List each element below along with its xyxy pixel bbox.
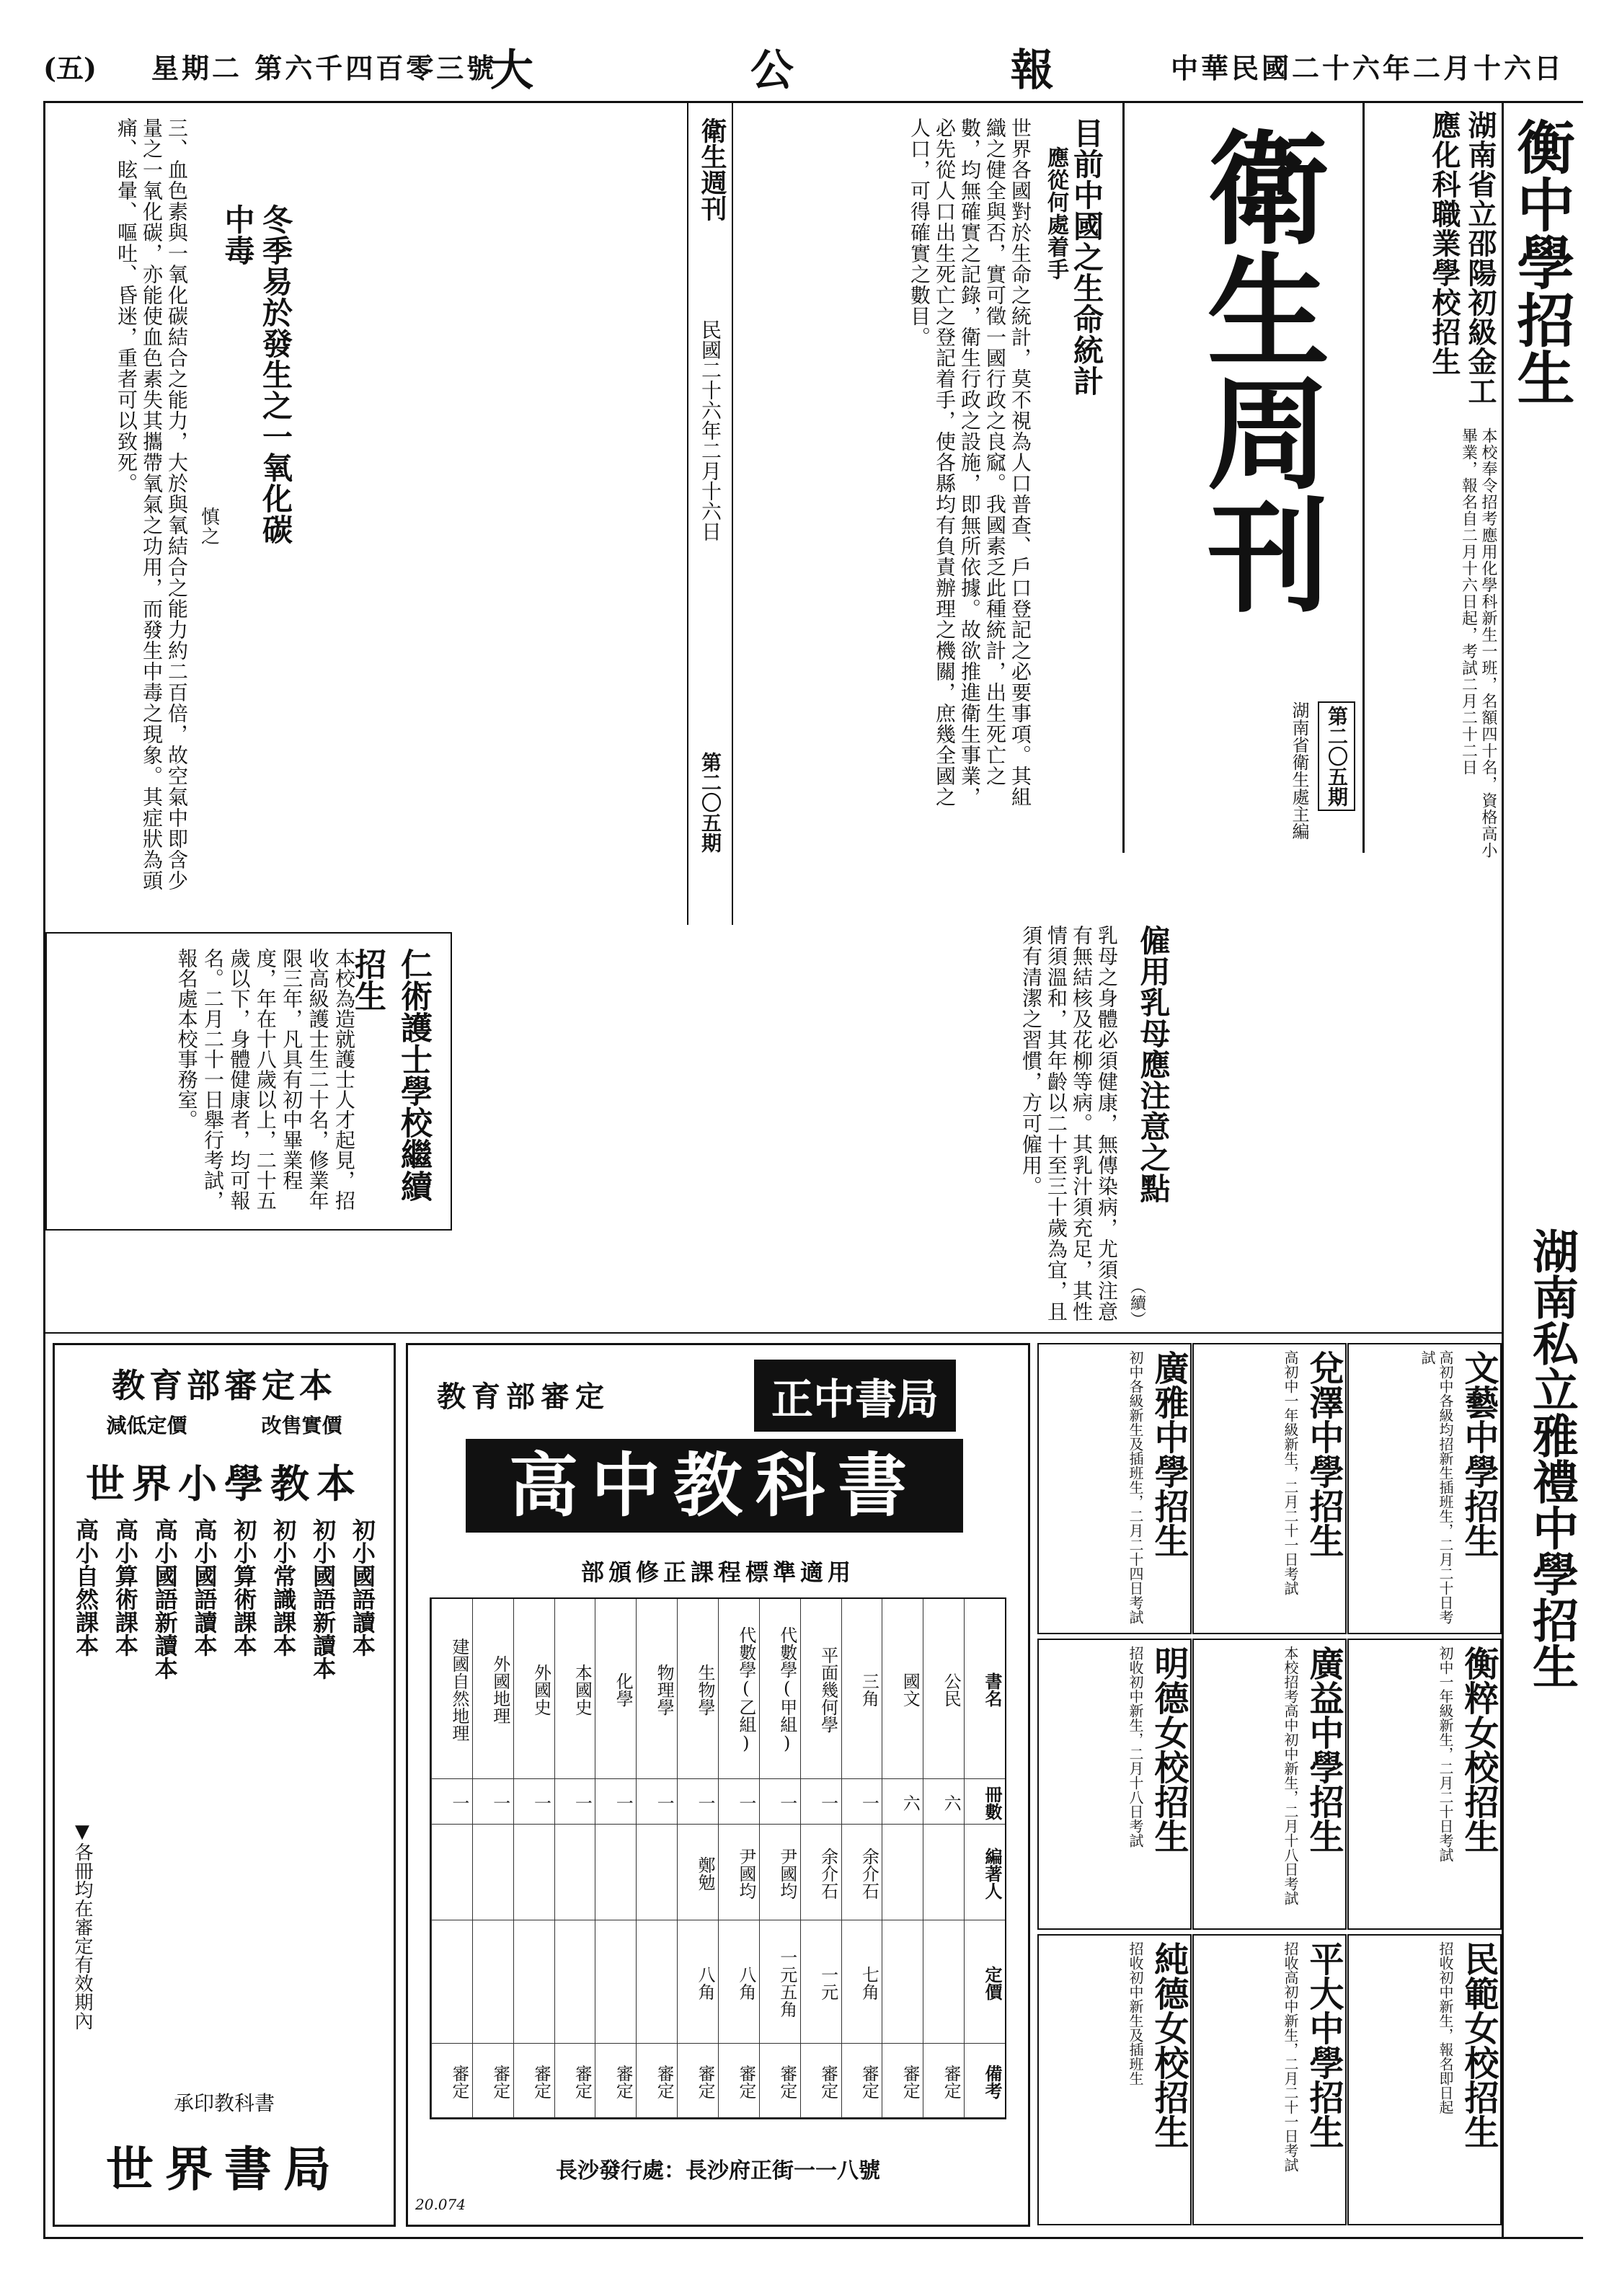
school-ad-title: 廣雅中學招生 [1148,1350,1189,1558]
table-cell: 八角 [678,1920,718,2044]
list-item: 初小國語新讀本 [309,1518,337,1680]
section-divider [45,1332,1502,1334]
table-cell: 三角 [842,1599,882,1779]
zhengzhong-publisher: 正中書局 [754,1360,956,1432]
table-cell: 審定 [842,2044,882,2118]
school-ad-title: 明德女校招生 [1148,1646,1189,1853]
table-cell: 公民 [923,1599,964,1779]
school-ad-title: 民範女校招生 [1458,1941,1499,2149]
school-ad-title: 衡粹女校招生 [1458,1646,1499,1853]
world-book-slogan: 減低定價 [106,1414,187,1437]
school-ad-detail: 高初中各級均招新生插班生，二月二十日考試 [1419,1350,1454,1624]
table-cell: 六 [882,1779,923,1825]
school-ad-title: 平大中學招生 [1303,1941,1344,2149]
school-ad [1347,1934,1502,2225]
table-cell [473,1825,513,1920]
table-row [841,1599,882,2118]
article-heading-co: 冬季易於發生之一氧化碳中毒 [220,204,293,545]
table-cell: 余介石 [842,1825,882,1920]
nursing-school-body: 本校為造就護士人才起見，招收高級護士生二十名，修業年限三年，凡具有初中畢業程度，年在十八歲以上，二十五歲以下，身體健康者，均可報名。二月二十一日舉行考試，報名處本校事務室。 [174,948,356,1210]
table-cell [514,1920,554,2044]
table-row [923,1599,964,2118]
supplement-publisher: 湖南省衛生處主編 [1289,701,1309,840]
table-cell: 本國史 [555,1599,595,1779]
school-ad [1347,1639,1502,1930]
world-book-list [69,1518,379,2066]
table-row [677,1599,718,2118]
table-cell: 審定 [719,2044,759,2118]
zhengzhong-address: 長沙發行處：長沙府正街一一八號 [556,2158,880,2184]
supplement-issue-short: 第二〇五期 [699,752,722,853]
nursing-school-heading: 仁術護士學校繼續招生 [349,948,432,1202]
school-ad-detail: 初中一年級新生，二月二十日考試 [1437,1646,1454,1862]
list-item: 初小常識課本 [270,1518,298,1657]
world-book-note: ▼各冊均在審定有效期內 [71,1821,93,2030]
table-cell [882,1825,923,1920]
world-book-series: 世界小學教本 [86,1461,363,1507]
vocational-school-detail: 本校奉令招考應用化學科新生一班，名額四十名，資格高小畢業，報名自二月十六日起，考試二月二十二日 [1459,427,1497,859]
zhengzhong-mark: 20.074 [415,2196,466,2213]
table-cell: 編著人 [965,1825,1005,1920]
zhengzhong-approved: 教育部審定 [437,1380,610,1414]
table-cell [473,1920,513,2044]
table-cell: 尹國均 [760,1825,800,1920]
school-ads-area [1040,1343,1502,2222]
weekday: 星期二 [151,52,243,84]
list-item: 高小國語新讀本 [151,1518,179,1680]
school-ad [1037,1934,1192,2225]
list-item: 初小算術課本 [230,1518,258,1657]
strip-bottom-title: 湖南私立雅禮中學招生 [1525,1228,1579,1689]
school-ad-detail: 初中各級新生及插班生，二月二十四日考試 [1127,1350,1144,1624]
right-edge-strip [1502,103,1583,2237]
table-cell: 一 [595,1779,636,1825]
table-cell: 一 [514,1779,554,1825]
table-cell [555,1920,595,2044]
school-ad-detail: 招收初中新生及插班生 [1127,1941,1144,2086]
zhengzhong-table [430,1597,1006,2119]
table-cell [432,1825,472,1920]
school-ad-detail: 本校招考高中初中新生，二月十八日考試 [1282,1646,1299,1905]
table-cell: 審定 [760,2044,800,2118]
strip-top-title: 衡中學招生 [1507,118,1575,406]
table-cell: 審定 [473,2044,513,2118]
supplement-title-block [1122,103,1365,853]
issue-line [151,46,497,86]
table-header-row [964,1599,1005,2118]
table-cell: 審定 [432,2044,472,2118]
table-row [472,1599,513,2118]
world-book-slogans [69,1410,379,1439]
article-heading-vital-stats: 目前中國之生命統計 [1069,118,1104,396]
table-row [595,1599,636,2118]
article-author-wet-nurse: （續） [1127,1278,1146,1328]
table-cell: 鄭勉 [678,1825,718,1920]
table-cell: 一元 [801,1920,841,2044]
paper-title: 大 公 報 [490,45,1155,96]
supplement-label-column [687,103,733,925]
school-ad [1037,1343,1192,1634]
supplement-date: 民國二十六年二月十六日 [699,319,722,541]
table-cell: 代數學(甲組) [760,1599,800,1779]
list-item: 高小國語讀本 [190,1518,218,1657]
list-item: 初小國語讀本 [348,1518,376,1657]
school-ad-title: 兌澤中學招生 [1303,1350,1344,1558]
table-cell [595,1825,636,1920]
newspaper-page [43,101,1583,2239]
table-cell: 國文 [882,1599,923,1779]
table-cell: 一 [555,1779,595,1825]
table-cell: 一 [760,1779,800,1825]
publication-date: 中華民國二十六年二月十六日 [1170,52,1564,84]
school-ad-title: 文藝中學招生 [1458,1350,1499,1558]
world-book-slogan: 改售實價 [261,1414,342,1437]
table-cell: 一 [473,1779,513,1825]
article-body-co: 三、血色素與一氧化碳結合之能力，大於與氧結合之能力約二百倍，故空氣中即含少量之一氧化碳，亦能使血色素失其攜帶氧氣之功用，而發生中毒之現象。其症狀為頭痛、眩暈、嘔吐、昏迷，重者可以致死。 [115,118,189,891]
table-cell: 物理學 [637,1599,677,1779]
school-ad-title: 純德女校招生 [1148,1941,1189,2149]
table-row [513,1599,554,2118]
table-cell: 審定 [595,2044,636,2118]
table-row [800,1599,841,2118]
table-cell: 審定 [801,2044,841,2118]
table-cell: 化學 [595,1599,636,1779]
table-cell [923,1825,964,1920]
school-ad [1192,1343,1347,1634]
table-cell: 平面幾何學 [801,1599,841,1779]
world-book-publisher: 世界書局 [106,2141,342,2197]
school-ad [1347,1343,1502,1634]
table-cell: 一 [637,1779,677,1825]
table-row [431,1599,472,2118]
table-cell: 一 [719,1779,759,1825]
table-cell: 一 [842,1779,882,1825]
ad-world-book [53,1343,396,2227]
table-cell: 審定 [882,2044,923,2118]
vocational-school-title: 湖南省立邵陽初級金工應化科職業學校招生 [1427,110,1497,406]
table-cell: 尹國均 [719,1825,759,1920]
issue-number: 第六千四百零三號 [254,52,497,84]
table-cell [432,1920,472,2044]
table-row [554,1599,595,2118]
table-cell: 余介石 [801,1825,841,1920]
world-book-header: 教育部審定本 [112,1366,337,1405]
table-cell: 審定 [923,2044,964,2118]
article-author-vital-stats: 應從何處着手 [1043,146,1068,280]
table-row [759,1599,800,2118]
list-item: 高小自然課本 [72,1518,99,1657]
school-ad-title: 廣益中學招生 [1303,1646,1344,1853]
table-cell [882,1920,923,2044]
table-cell: 建國自然地理 [432,1599,472,1779]
table-cell: 一 [432,1779,472,1825]
article-heading-wet-nurse: 僱用乳母應注意之點 [1135,925,1171,1204]
school-ad [1037,1639,1192,1930]
table-row [718,1599,759,2118]
school-ad-detail: 招收高初中新生，二月二十一日考試 [1282,1941,1299,2172]
table-cell: 一元五角 [760,1920,800,2044]
masthead [43,36,1579,94]
table-cell: 審定 [514,2044,554,2118]
school-ad [1192,1639,1347,1930]
table-cell: 代數學(乙組) [719,1599,759,1779]
school-ad-detail: 高初中一年級新生，二月二十一日考試 [1282,1350,1299,1595]
article-body-vital-stats: 世界各國對於生命之統計，莫不視為人口普查、戶口登記之必要事項。其組織之健全與否，實可徵一國行政之良窳。我國素乏此種統計，出生死亡之數，均無確實之記錄，衛生行政之設施，即無所依據。故欲推進衛生事業，必先從人口出生死亡之登記着手，使各縣均有負責辦理之機關，庶幾全國之人口，可得確實之數目。 [908,118,1032,807]
table-cell: 生物學 [678,1599,718,1779]
table-cell: 八角 [719,1920,759,2044]
table-cell: 定價 [965,1920,1005,2044]
table-cell: 一 [801,1779,841,1825]
nursing-school-notice [45,932,452,1231]
table-cell: 六 [923,1779,964,1825]
zhengzhong-subtitle: 部頒修正課程標準適用 [580,1559,855,1586]
table-row [882,1599,923,2118]
school-ad [1192,1934,1347,2225]
school-ad-detail: 招收初中新生，二月十八日考試 [1127,1646,1144,1848]
world-book-agent: 承印教科書 [173,2091,275,2115]
table-cell: 備考 [965,2044,1005,2118]
supplement-title: 衛生周刊 [1186,125,1330,615]
school-ad-detail: 招收初中新生，報名即日起 [1437,1941,1454,2114]
table-cell [595,1920,636,2044]
table-cell: 一 [678,1779,718,1825]
page-number: (五) [43,52,97,84]
table-cell: 七角 [842,1920,882,2044]
table-cell [637,1825,677,1920]
ad-zhengzhong [406,1343,1030,2227]
table-cell [514,1825,554,1920]
table-cell: 審定 [678,2044,718,2118]
article-body-wet-nurse: 乳母之身體必須健康，無傳染病，尤須注意有無結核及花柳等病。其乳汁須充足，其性情須溫和，其年齡以二十至三十歲為宜，且須有清潔之習慣，方可僱用。 [1019,925,1119,1322]
supplement-issue: 第二〇五期 [1318,701,1355,811]
table-cell [555,1825,595,1920]
supplement-label: 衛生週刊 [697,118,727,221]
table-row [636,1599,677,2118]
table-cell [637,1920,677,2044]
article-author-co: 慎之 [198,507,220,546]
list-item: 高小算術課本 [111,1518,139,1657]
table-cell: 審定 [555,2044,595,2118]
table-cell: 書名 [965,1599,1005,1779]
table-cell: 冊數 [965,1779,1005,1825]
table-cell [923,1920,964,2044]
table-cell: 審定 [637,2044,677,2118]
table-cell: 外國史 [514,1599,554,1779]
zhengzhong-title: 高中教科書 [466,1439,963,1533]
table-cell: 外國地理 [473,1599,513,1779]
